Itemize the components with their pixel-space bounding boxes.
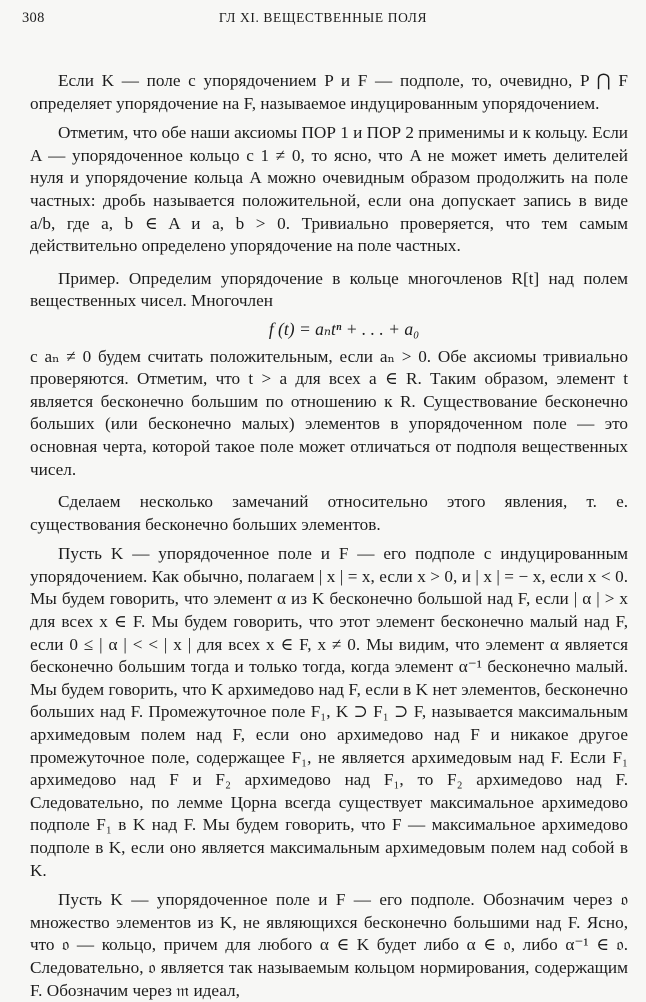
paragraph-valuation-ring: Пусть K — упорядоченное поле и F — его подполе. Обозначим через 𝔬 множество элементов из K, не являющихся бесконечно большими над F. Ясно, что 𝔬 — кольцо, причем для любого α ∈ K будет либо α ∈ 𝔬, либо α⁻¹ ∈ 𝔬. Следовательно, 𝔬 является так называемым кольцом нормирования, содержащим F. Обозначим через 𝔪 идеал, bbox=[30, 890, 628, 1000]
polynomial-formula: f (t) = aₙtⁿ + . . . + a₀ bbox=[268, 318, 420, 339]
page-number: 308 bbox=[22, 10, 45, 26]
paragraph-example-body: с aₙ ≠ 0 будем считать положительным, если aₙ > 0. Обе аксиомы тривиально проверяются. Отметим, что t > a для всех a ∈ R. Таким образом, элемент t является бесконечно большим по отношению к R. Существование бесконечно больших (или бесконечно малых) элементов в упорядоченном поле — это основная черта, которой такое поле может отличаться от подполя вещественных чисел. bbox=[30, 346, 628, 479]
paragraph-example-intro: Пример. Определим упорядочение в кольце многочленов R[t] над полем вещественных чисел. Многочлен bbox=[30, 268, 628, 311]
paragraph-archimedean: Пусть K — упорядоченное поле и F — его подполе с индуцированным упорядочением. Как обычно, полагаем | x | = x, если x > 0, и | x | = − x, если x < 0. Мы будем говорить, что элемент α из K бесконечно большой над F, если | α | > x для всех x ∈ F. Мы будем говорить, что этот элемент бесконечно малый над F, если 0 ≤ | α | < < | x | для всех x ∈ F, x ≠ 0. Мы видим, что элемент α является бесконечно большим тогда и только тогда, когда элемент α⁻¹ бесконечно малый. Мы будем говорить, что K архимедово над F, если в K нет элементов, бесконечно больших над F. Промежуточное поле F₁, K ⊃ F₁ ⊃ F, называется максимальным архимедовым полем над F, если оно архимедово над F и никакое другое промежуточное поле, содержащее F₁, не является архимедовым над F. Если F₁ архимедово над F и F₂ архимедово над F₁, то F₂ архимедово над F. Следовательно, по лемме Цорна всегда существует максимальное архимедово подполе F₁ в K над F. Мы будем говорить, что F — максимальное архимедово подполе в K, если оно является максимальным архимедовым полем над собой в K. bbox=[30, 544, 628, 880]
running-header bbox=[22, 10, 624, 32]
paragraph-ordered-ring: Отметим, что обе наши аксиомы ПОР 1 и ПОР 2 применимы и к кольцу. Если A — упорядоченное кольцо с 1 ≠ 0, то ясно, что A не может иметь делителей нуля и упорядочение кольца A можно очевидным образом продолжить на поле частных: дробь называется положительной, если она допускает запись в виде a/b, где a, b ∈ A и a, b > 0. Тривиально проверяется, что тем самым действительно определено упорядочение на поле частных. bbox=[30, 123, 628, 256]
paragraph-remarks: Сделаем несколько замечаний относительно этого явления, т. е. существования бесконечно больших элементов. bbox=[30, 492, 628, 534]
paragraph-induced-ordering: Если K — поле с упорядочением P и F — подполе, то, очевидно, P ⋂ F определяет упорядочение на F, называемое индуцированным упорядочением. bbox=[30, 71, 628, 113]
page-body bbox=[30, 70, 628, 1002]
running-title: ГЛ XI. ВЕЩЕСТВЕННЫЕ ПОЛЯ bbox=[218, 10, 428, 25]
